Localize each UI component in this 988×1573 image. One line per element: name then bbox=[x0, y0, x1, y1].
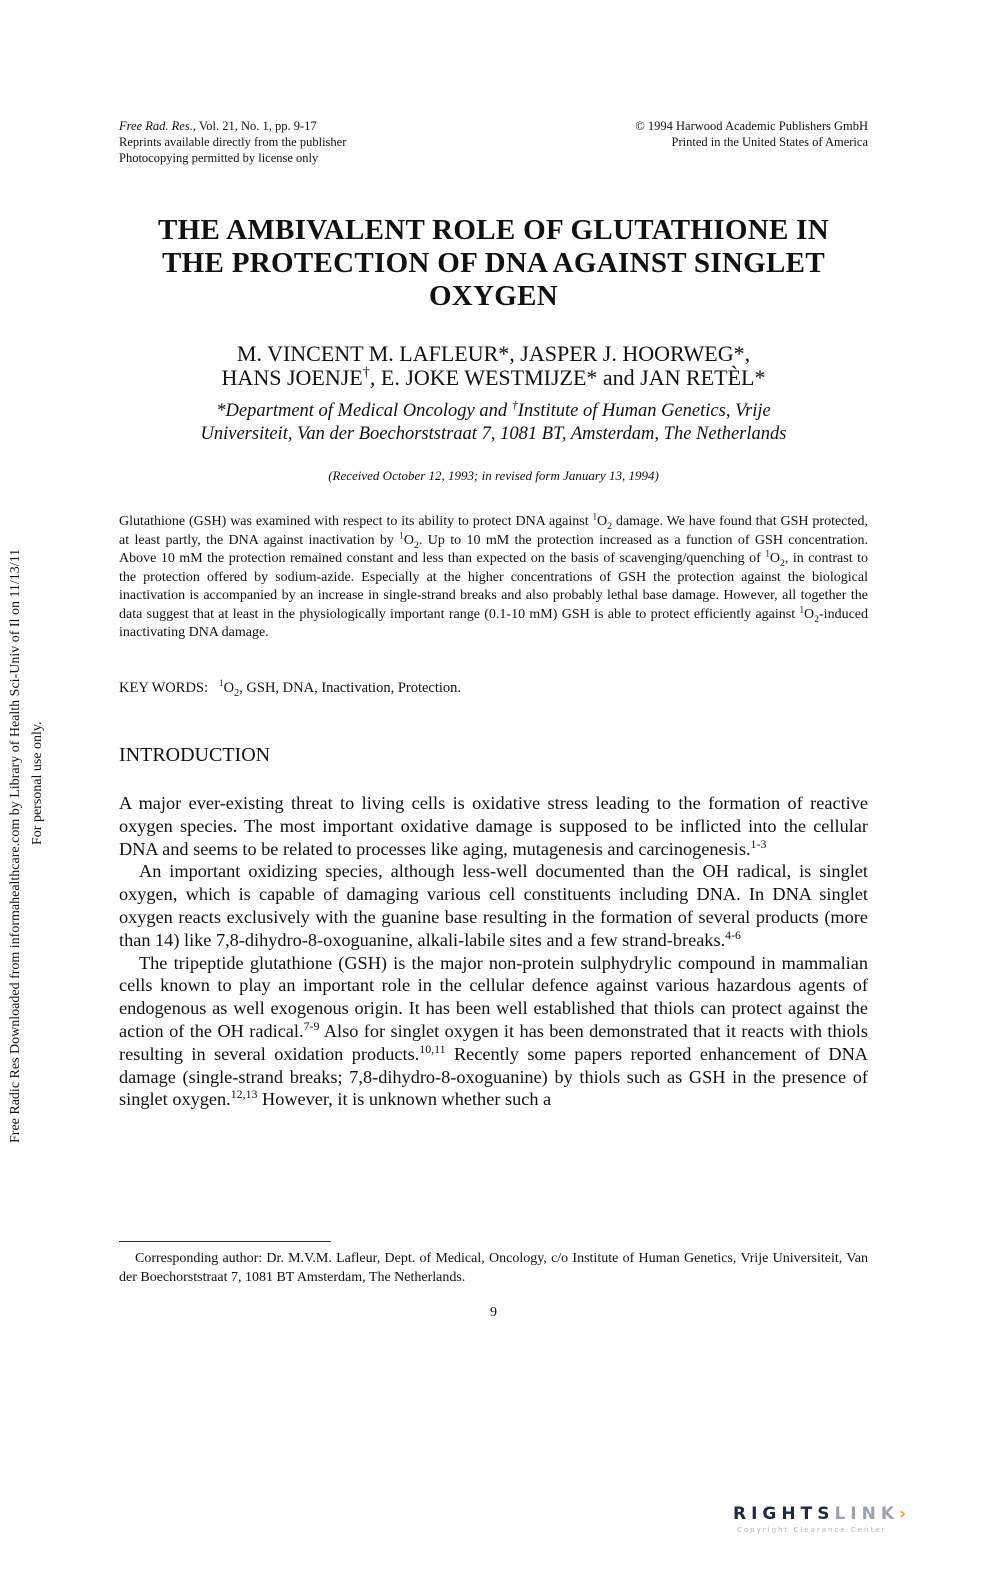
paper-title bbox=[119, 214, 868, 313]
logo-word-link: LINK bbox=[834, 1504, 899, 1524]
received-dates: (Received October 12, 1993; in revised form January 13, 1994) bbox=[328, 468, 659, 483]
abstract-text: , in contrast to the protection offered by sodium-azide. Especially at the higher concentrations of GSH the protection against the biological inactivation is accompanied by an increase in single-strand breaks and also probably lethal base damage. However, all together the data suggest that at least in the physiologically important range (0.1-10 mM) GSH is able to protect efficiently against bbox=[119, 551, 868, 622]
paragraph-1 bbox=[119, 792, 868, 860]
affiliation bbox=[119, 397, 868, 446]
o2-base: O bbox=[597, 514, 608, 529]
download-watermark-line2: For personal use only. bbox=[30, 721, 45, 845]
abstract-text: Glutathione (GSH) was examined with respect to its ability to protect DNA against bbox=[119, 514, 593, 529]
o2-sub: 2 bbox=[607, 520, 613, 532]
running-header-right bbox=[520, 118, 868, 150]
paragraph-text: Also for singlet oxygen it has been demonstrated that it reacts with thiols resulting in several oxidation products. bbox=[119, 1020, 869, 1064]
o2-base: O bbox=[223, 680, 235, 696]
paragraph-3 bbox=[119, 952, 868, 1112]
paragraph-text: A major ever-existing threat to living cells is oxidative stress leading to the formation of reactive oxygen species. The most important oxidative damage is supposed to be inflicted into the cellular DNA and seems to be related to processes like aging, mutagenesis and carcinogenesis. bbox=[119, 793, 868, 859]
o2-sup: 1 bbox=[799, 603, 804, 614]
citation-details: , Vol. 21, No. 1, pp. 9-17 bbox=[192, 119, 317, 133]
title-line-2: THE PROTECTION OF DNA AGAINST SINGLET bbox=[162, 247, 825, 279]
keywords-list: , GSH, DNA, Inactivation, Protection. bbox=[239, 680, 462, 696]
paragraph-text: An important oxidizing species, although less-well documented than the OH radical, is singlet oxygen, which is capable of damaging various cell constituents including DNA. In DNA singlet oxygen reacts exclusively with the guanine base resulting in the formation of several products (more than 14) like 7,8-dihydro-8-oxoguanine, alkali-labile sites and a few strand-breaks. bbox=[119, 861, 868, 950]
reprints-note: Reprints available directly from the publisher bbox=[119, 135, 347, 149]
paragraph-text: However, it is unknown whether such a bbox=[257, 1089, 552, 1110]
citation-ref: 7-9 bbox=[303, 1018, 320, 1033]
o2-sub: 2 bbox=[814, 613, 820, 625]
journal-name: Free Rad. Res. bbox=[119, 119, 193, 133]
footnote-rule bbox=[119, 1241, 331, 1242]
author-joenje: HANS JOENJE bbox=[221, 365, 363, 390]
affiliation-line-1 bbox=[119, 397, 868, 423]
abstract-text: . Up to 10 mM the protection increased as a function of GSH concentration. Above 10 mM the protection remained constant and less than expected on the basis of scavenging/quenching of bbox=[119, 532, 868, 566]
affiliation-institute: Institute of Human Genetics, Vrije bbox=[517, 401, 771, 421]
citation-ref: 10,11 bbox=[419, 1041, 446, 1056]
paragraph-2 bbox=[119, 860, 868, 951]
download-watermark-line1: Free Radic Res Downloaded from informahealthcare.com by Library of Health Sci-Univ of Il on 11/13/11 bbox=[8, 548, 23, 1143]
title-line-3: OXYGEN bbox=[428, 280, 559, 312]
dagger-mark: † bbox=[511, 397, 518, 412]
journal-citation bbox=[119, 118, 499, 134]
rightslink-logo[interactable] bbox=[733, 1504, 971, 1538]
abstract-text: damage. We have found that GSH protected, at least partly, the DNA against inactivation by bbox=[119, 514, 868, 548]
dagger-mark: † bbox=[362, 364, 370, 381]
author-list bbox=[119, 342, 868, 390]
introduction-body bbox=[119, 792, 868, 1111]
logo-word-rights: RIGHTS bbox=[733, 1504, 835, 1524]
o2-base: O bbox=[803, 606, 815, 622]
o2-sub: 2 bbox=[413, 539, 419, 551]
o2-sub: 2 bbox=[234, 687, 240, 699]
paragraph-text: Recently some papers reported enhancement of DNA damage (single-strand breaks; 7,8-dihydro-8-oxoguanine) by thiols such as GSH in the presence of singlet oxygen. bbox=[119, 1043, 868, 1110]
authors-line-2-rest: , E. JOKE WESTMIJZE* and JAN RETÈL* bbox=[369, 365, 766, 390]
o2-base: O bbox=[403, 532, 414, 548]
affiliation-line-2: Universiteit, Van der Boechorststraat 7, 1081 BT, Amsterdam, The Netherlands bbox=[200, 424, 787, 444]
corresponding-author-footnote: Corresponding author: Dr. M.V.M. Lafleur, Dept. of Medical, Oncology, c/o Institute of Human Genetics, Vrije Universiteit, Van der Boechorststraat 7, 1081 BT Amsterdam, The Netherlands. bbox=[119, 1251, 868, 1285]
affiliation-dept: *Department of Medical Oncology and bbox=[216, 401, 512, 421]
logo-arrow-icon: › bbox=[899, 1504, 912, 1524]
running-header-left bbox=[119, 118, 499, 166]
o2-sup: 1 bbox=[399, 529, 404, 540]
logo-tagline: Copyright Clearance Center bbox=[737, 1526, 887, 1534]
keywords-label: KEY WORDS: bbox=[119, 680, 209, 696]
printed-line: Printed in the United States of America bbox=[671, 135, 868, 149]
copyright-line: © 1994 Harwood Academic Publishers GmbH bbox=[635, 119, 868, 133]
title-line-1: THE AMBIVALENT ROLE OF GLUTATHIONE IN bbox=[158, 214, 829, 246]
authors-line-2 bbox=[119, 366, 868, 390]
abstract-text: -induced inactivating DNA damage. bbox=[119, 606, 868, 640]
o2-sup: 1 bbox=[592, 511, 598, 522]
o2-sub: 2 bbox=[780, 557, 785, 569]
paragraph-text: The tripeptide glutathione (GSH) is the major non-protein sulphydrylic compound in mammalian cells known to play an important role in the cellular defence against various hazardous agents of endogenous as well exogenous origin. It has been well established that thiols can protect against the action of the OH radical. bbox=[119, 952, 868, 1041]
photocopying-note: Photocopying permitted by license only bbox=[119, 151, 319, 165]
citation-ref: 4-6 bbox=[725, 927, 741, 942]
download-watermark bbox=[0, 0, 60, 1573]
rightslink-wordmark bbox=[733, 1504, 911, 1524]
citation-ref: 1-3 bbox=[750, 836, 767, 851]
o2-sup: 1 bbox=[218, 679, 224, 690]
keywords bbox=[119, 680, 868, 697]
authors-line-1: M. VINCENT M. LAFLEUR*, JASPER J. HOORWEG*, bbox=[236, 341, 751, 366]
o2-sup: 1 bbox=[765, 548, 770, 559]
o2-base: O bbox=[769, 551, 780, 566]
abstract bbox=[119, 513, 868, 643]
citation-ref: 12,13 bbox=[230, 1087, 258, 1102]
section-heading-introduction: INTRODUCTION bbox=[119, 744, 271, 766]
page-number: 9 bbox=[490, 1305, 497, 1320]
